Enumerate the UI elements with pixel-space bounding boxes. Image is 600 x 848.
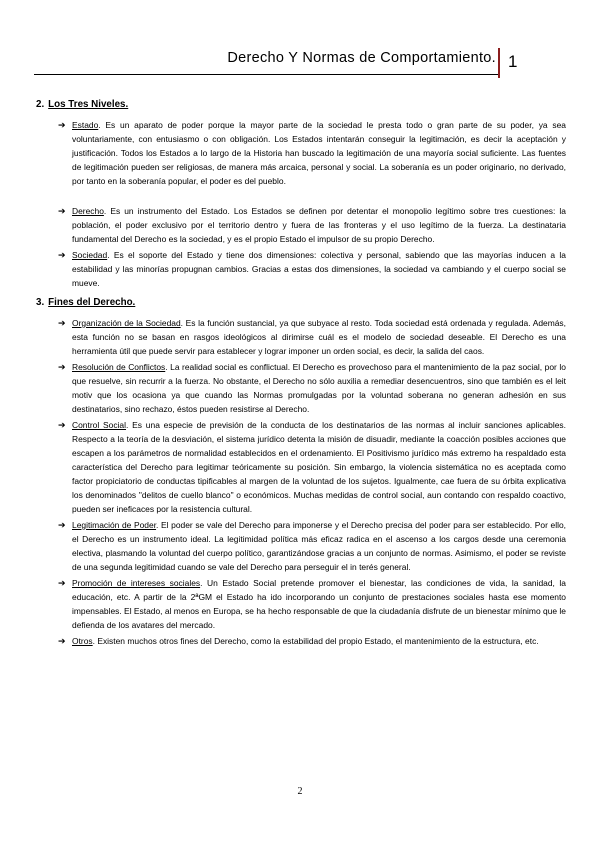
item-text: . La realidad social es conflictual. El Derecho es provechoso para el mantenimiento de la paz social, por lo que resuelve, sin recurrir a la fuerza. No obstante, el Derecho no sólo auxilia a remediar desencuentros, sino que también es el leit motiv que los ocasiona ya que cuando las Normas promulgadas por la voluntad soberana no generan adhesión en sus destinatarios, sino rechazo, éstos pueden resistirse al Derecho. [72, 362, 566, 414]
item-text: . Es una especie de previsión de la conducta de los destinatarios de las normas al incluir sanciones aplicables. Respecto a la teoría de la desviación, el sistema jurídico detenta la misión de disuadir, mediante la coacción posibles acciones que escapen a los parámetros de normalidad establecidos en el ordenamiento. El Positivismo jurídico más extremo ha respaldado esta característica del Derecho para legitimar teóricamente su posición. Sin embargo, la violencia sistemática no es aceptada como factor propiciatorio de conductas tipificables al margen de la voluntad de los sujetos. Igualmente, cae fuera de su órbita explicativa los denominados "delitos de cuello blanco" o económicos. Muchas medidas de control social, aun contando con respaldo coactivo, pueden ser ineficaces por la resistencia cultural. [72, 420, 566, 514]
list-item [36, 118, 566, 188]
arrow-bullet-icon: ➔ [58, 362, 66, 372]
arrow-bullet-icon: ➔ [58, 578, 66, 588]
document-body [36, 98, 566, 650]
section-list-niveles [36, 118, 566, 290]
item-text: . Es un instrumento del Estado. Los Estados se definen por detentar el monopolio legítimo sobre tres cuestiones: la población, el poder exclusivo por el territorio dentro y fuera de las fronteras y el uso legítimo de la fuerza. La destinataria fundamental del Derecho es la sociedad, y es el propio Estado el impulsor de su propio Derecho. [72, 206, 566, 244]
arrow-bullet-icon: ➔ [58, 520, 66, 530]
section-heading-fines: 3. Fines del Derecho. [36, 297, 136, 308]
page-number: 2 [297, 786, 303, 797]
item-term: Promoción de intereses sociales [72, 578, 201, 588]
chapter-number: 1 [508, 52, 518, 71]
arrow-bullet-icon: ➔ [58, 636, 66, 646]
item-text: . Es un aparato de poder porque la mayor parte de la sociedad le presta todo o gran parte de su poder, ya sea voluntariamente, con entusiasmo o con obligación. Los Estados intentarán conseguir la legitimación, es decir la aceptación y justificación. Todos los Estados a lo largo de la Historia han buscado la legitimación de una mayoría social suficiente. Las fuentes de legitimación pueden ser religiosas, de manera más arcaica, personal y social. La soberanía es un poder originario, no derivado, por tanto en la soberanía popular, el poder es del pueblo. [72, 120, 566, 186]
list-item [36, 418, 566, 516]
item-text: . El poder se vale del Derecho para imponerse y el Derecho precisa del poder para ser establecido. Por ello, el Derecho es un instrumento ideal. La legitimidad política más eficaz radica en el ascenso a los cargos desde una ceremonia electiva, plasmando la voluntad del cuerpo político, garantizándose gracias a un conjunto de normas. Asimismo, el poder se reviste de una segunda legitimidad cuando se vale del Derecho para perseguir el in terés general. [72, 520, 566, 572]
arrow-bullet-icon: ➔ [58, 250, 66, 260]
arrow-bullet-icon: ➔ [58, 120, 66, 130]
item-term: Derecho [72, 206, 104, 216]
item-text: . Es la función sustancial, ya que subyace al resto. Toda sociedad está ordenada y regulada. Además, esta función no se basan en rasgos ideológicos al dirimirse cuál es el modelo de sociedad deseable. El Derecho es una herramienta útil que puede servir para establecer y lograr imponer un orden social, es decir, la salida del caos. [72, 318, 566, 356]
item-term: Otros [72, 636, 93, 646]
list-item [36, 576, 566, 632]
item-term: Organización de la Sociedad [72, 318, 181, 328]
page-header [0, 48, 600, 78]
list-item [36, 518, 566, 574]
arrow-bullet-icon: ➔ [58, 318, 66, 328]
item-text: . Un Estado Social pretende promover el bienestar, las condiciones de vida, la sanidad, la educación, etc. A partir de la 2ªGM el Estado ha ido incorporando un conjunto de prestaciones sociales hasta ese momento impensables. El Estado, al menos en Europa, se ha hecho responsable de que la ciudadanía disfrute de un bienestar mínimo que le defienda de los avatares del mercado. [72, 578, 566, 630]
list-item [36, 204, 566, 246]
item-term: Estado [72, 120, 99, 130]
section-list-fines [36, 316, 566, 648]
section-heading-niveles: 2. Los Tres Niveles. [36, 99, 129, 110]
list-item [36, 316, 566, 358]
header-accent-bar [498, 48, 500, 78]
arrow-bullet-icon: ➔ [58, 206, 66, 216]
item-term: Resolución de Conflictos [72, 362, 166, 372]
item-term: Control Social [72, 420, 126, 430]
arrow-bullet-icon: ➔ [58, 420, 66, 430]
item-term: Legitimación de Poder [72, 520, 157, 530]
item-text: . Existen muchos otros fines del Derecho, como la estabilidad del propio Estado, el mantenimiento de la estructura, etc. [92, 636, 539, 646]
item-term: Sociedad [72, 250, 108, 260]
header-rule [34, 74, 498, 75]
header-title: Derecho Y Normas de Comportamiento. [227, 50, 496, 66]
list-item [36, 248, 566, 290]
list-item [36, 360, 566, 416]
item-text: . Es el soporte del Estado y tiene dos dimensiones: colectiva y personal, sabiendo que las mayorías inducen a la estabilidad y las minorías propugnan cambios. Gracias a estas dos dimensiones, la sociedad va cambiando y el cuerpo social se mueve. [72, 250, 566, 288]
list-item [36, 634, 566, 648]
